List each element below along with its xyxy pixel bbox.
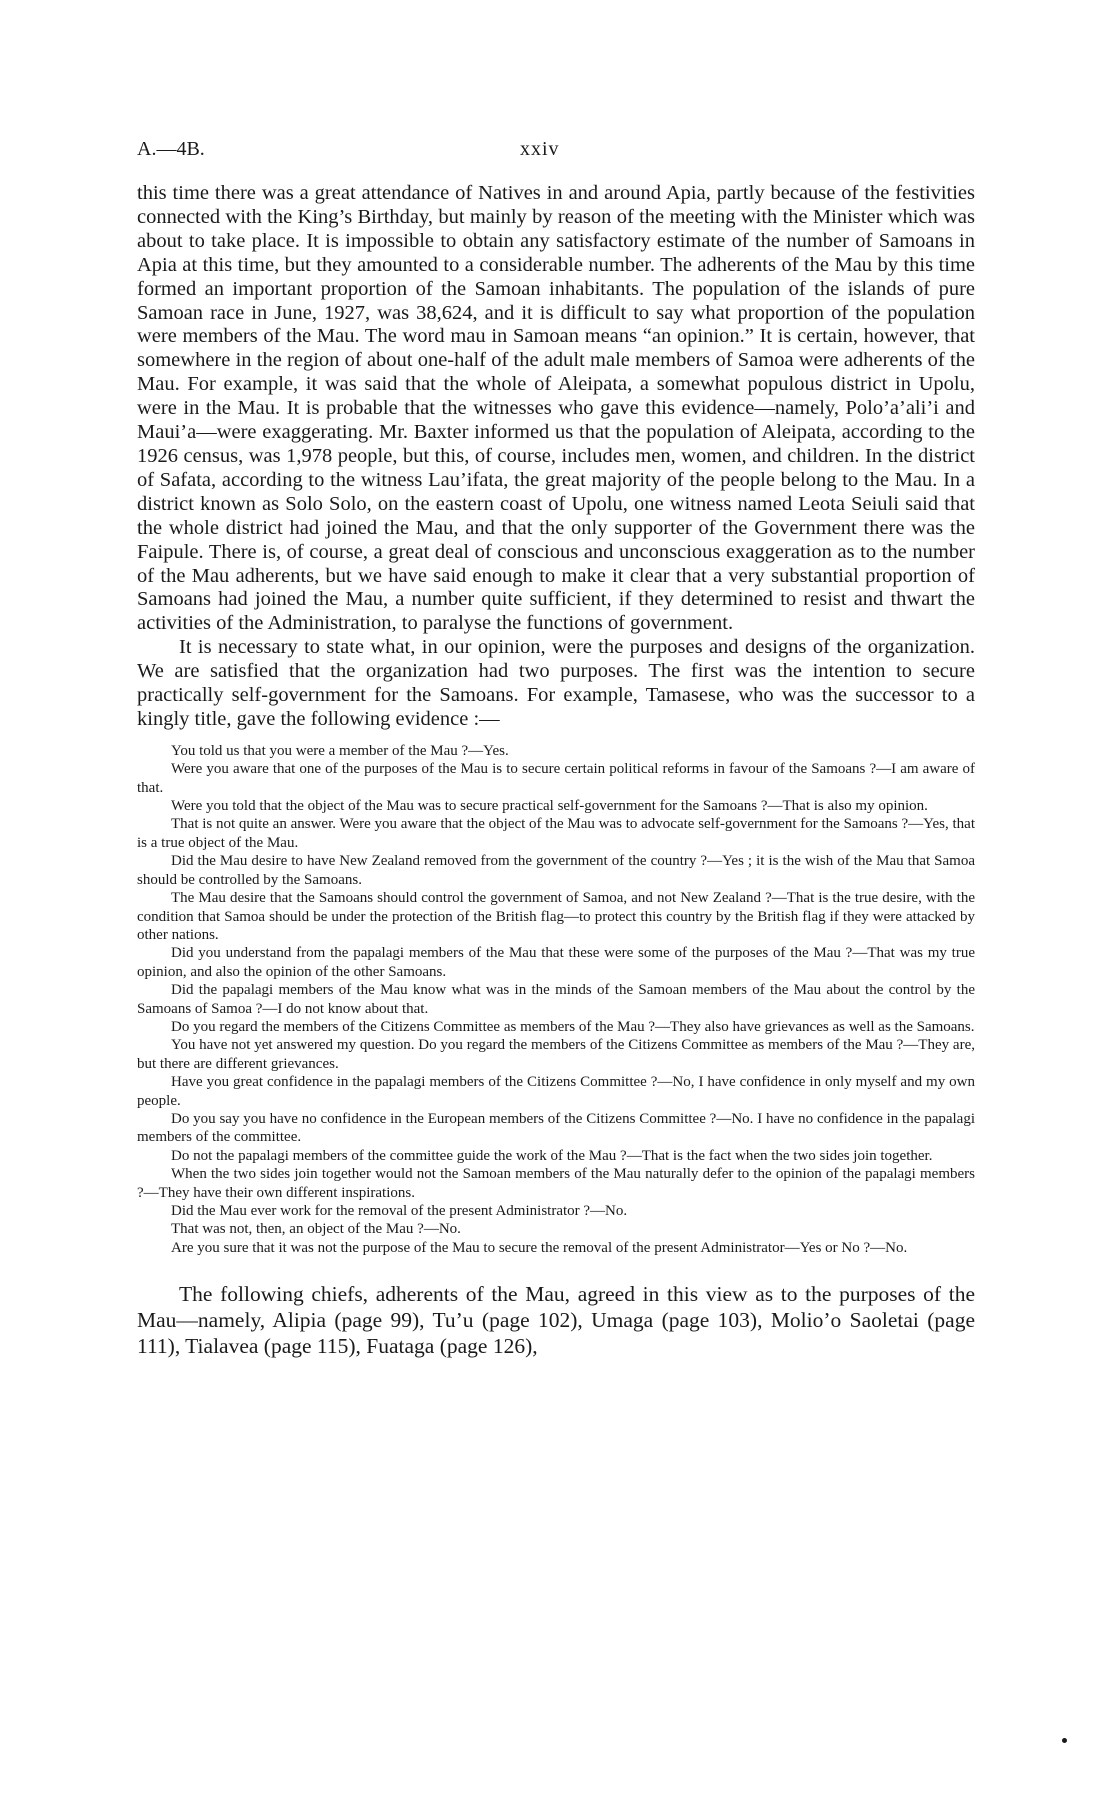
evidence-line: Were you aware that one of the purposes of the Mau is to secure certain political reforms in favour of the Samoans ?—I am aware of that. bbox=[137, 761, 975, 796]
evidence-line: You told us that you were a member of the Mau ?—Yes. bbox=[171, 742, 509, 759]
evidence-line: Do not the papalagi members of the committee guide the work of the Mau ?—That is the fact when the two sides join together. bbox=[171, 1147, 933, 1164]
evidence-line: That is not quite an answer. Were you aware that the object of the Mau was to advocate self-government for the Samoans ?—Yes, that is a true object of the Mau. bbox=[137, 816, 975, 851]
evidence-line: Did the Mau desire to have New Zealand removed from the government of the country ?—Yes ; it is the wish of the Mau that Samoa should be controlled by the Samoans. bbox=[137, 853, 975, 888]
evidence-line: Do you say you have no confidence in the European members of the Citizens Committee ?—No. I have no confidence in the papalagi members of the committee. bbox=[137, 1110, 975, 1146]
page-number: xxiv bbox=[520, 138, 560, 160]
evidence-line: Were you told that the object of the Mau was to secure practical self-government for the Samoans ?—That is also my opinion. bbox=[171, 798, 928, 815]
document-reference: A.—4B. bbox=[137, 138, 205, 160]
page-header bbox=[137, 138, 977, 164]
paragraph-population: this time there was a great attendance of Natives in and around Apia, partly because of the festivities connected with the King’s Birthday, but mainly by reason of the meeting with the Minister which was about to take place. It is impossible to obtain any satisfactory estimate of the number of Samoans in Apia at this time, but they amounted to a considerable number. The adherents of the Mau by this time formed an important proportion of the Samoan inhabitants. The population of the islands of pure Samoan race in June, 1927, was 38,624, and it is difficult to say what proportion of the population were members of the Mau. The word mau in Samoan means “an opinion.” It is certain, however, that somewhere in the region of about one-half of the adult male members of Samoa were adherents of the Mau. For example, it was said that the whole of Aleipata, a somewhat populous district in Upolu, were in the Mau. It is probable that the witnesses who gave this evidence—namely, Polo’a’ali’i and Maui’a—were exaggerating. Mr. Baxter informed us that the population of Aleipata, according to the 1926 census, was 1,978 people, but this, of course, includes men, women, and children. In the district of Safata, according to the witness Lau’ifata, the great majority of the people belong to the Mau. In a district known as Solo Solo, on the eastern coast of Upolu, one witness named Leota Seiuli said that the whole district had joined the Mau, and that the only supporter of the Government there was the Faipule. There is, of course, a great deal of conscious and unconscious exaggeration as to the number of the Mau adherents, but we have said enough to make it clear that a very substantial proportion of Samoans had joined the Mau, a number quite sufficient, if they determined to resist and thwart the activities of the Administration, to paralyse the functions of government. bbox=[137, 182, 975, 635]
evidence-line: Did the papalagi members of the Mau know what was in the minds of the Samoan members of the Mau about the control by the Samoans of Samoa ?—I do not know about that. bbox=[137, 982, 975, 1017]
evidence-line: Did the Mau ever work for the removal of the present Administrator ?—No. bbox=[171, 1203, 628, 1219]
evidence-line: The Mau desire that the Samoans should control the government of Samoa, and not New Zealand ?—That is the true desire, with the condition that Samoa should be under the protection of the British flag—to protect this country by the British flag if they were attacked by other nations. bbox=[137, 890, 975, 943]
evidence-line: Have you great confidence in the papalagi members of the Citizens Committee ?—No, I have confidence in only myself and my own people. bbox=[137, 1074, 975, 1109]
evidence-line: That was not, then, an object of the Mau ?—No. bbox=[171, 1221, 461, 1238]
evidence-line: When the two sides join together would not the Samoan members of the Mau naturally defer to the opinion of the papalagi members ?—They have their own different inspirations. bbox=[137, 1166, 975, 1201]
body-text bbox=[137, 182, 975, 1359]
paragraph-purposes: It is necessary to state what, in our opinion, were the purposes and designs of the organization. We are satisfied that the organization had two purposes. The first was the intention to secure practically self-government for the Samoans. For example, Tamasese, who was the successor to a kingly title, gave the following evidence :— bbox=[137, 636, 975, 730]
stray-ink-mark bbox=[1062, 1738, 1067, 1743]
evidence-transcript bbox=[137, 742, 975, 1257]
evidence-line: Do you regard the members of the Citizens Committee as members of the Mau ?—They also have grievances as well as the Samoans. bbox=[171, 1018, 975, 1035]
evidence-line: Did you understand from the papalagi members of the Mau that these were some of the purposes of the Mau ?—That was my true opinion, and also the opinion of the other Samoans. bbox=[137, 945, 975, 980]
evidence-line: You have not yet answered my question. Do you regard the members of the Citizens Committee as members of the Mau ?—They are, but there are different grievances. bbox=[137, 1037, 975, 1072]
evidence-line: Are you sure that it was not the purpose of the Mau to secure the removal of the present Administrator—Yes or No ?—No. bbox=[171, 1239, 908, 1256]
paragraph-chiefs: The following chiefs, adherents of the Mau, agreed in this view as to the purposes of the Mau—namely, Alipia (page 99), Tu’u (page 102), Umaga (page 103), Molio’o Saoletai (page 111), Tialavea (page 115), Fuataga (page 126), bbox=[137, 1282, 975, 1359]
